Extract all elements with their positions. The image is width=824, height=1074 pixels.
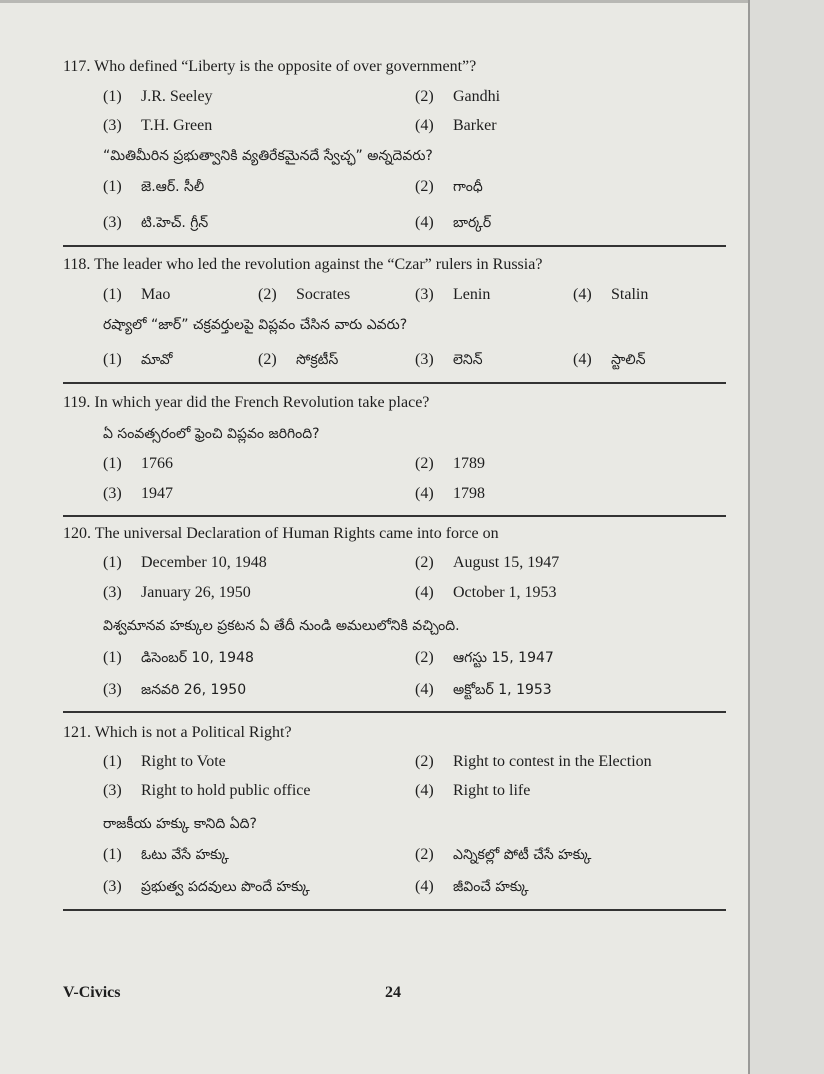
option: (2) గాంధీ	[415, 178, 483, 195]
option: (4) October 1, 1953	[415, 584, 557, 601]
option: (1) డిసెంబర్ 10, 1948	[103, 649, 254, 666]
question-119: 119. In which year did the French Revolution take place?	[63, 394, 430, 411]
question-118: 118. The leader who led the revolution against the “Czar” rulers in Russia?	[63, 256, 543, 273]
divider	[63, 909, 726, 911]
option: (1) J.R. Seeley	[103, 88, 213, 105]
question-117-telugu: “మితిమీరిన ప్రభుత్వానికి వ్యతిరేకమైనదే స్వేచ్ఛ” అన్నదెవరు?	[103, 148, 433, 164]
option: (2) Right to contest in the Election	[415, 753, 652, 770]
question-120-telugu: విశ్వమానవ హక్కుల ప్రకటన ఏ తేదీ నుండి అమలులోనికి వచ్చింది.	[103, 618, 460, 634]
divider	[63, 245, 726, 247]
option: (1) ఓటు వేసే హక్కు	[103, 846, 229, 863]
question-120: 120. The universal Declaration of Human Rights came into force on	[63, 525, 499, 542]
question-119-telugu: ఏ సంవత్సరంలో ఫ్రెంచి విప్లవం జరిగింది?	[103, 426, 320, 442]
option: (2) ఎన్నికల్లో పోటీ చేసే హక్కు	[415, 846, 592, 863]
footer-subject: V-Civics	[63, 984, 121, 1001]
option: (3) Right to hold public office	[103, 782, 311, 799]
option: (3) ప్రభుత్వ పదవులు పొందే హక్కు	[103, 878, 310, 895]
option: (1) మావో	[103, 351, 173, 368]
option: (3) Lenin	[415, 286, 491, 303]
option: (4) 1798	[415, 485, 485, 502]
page-edge-line	[748, 0, 750, 1074]
option: (1) Right to Vote	[103, 753, 226, 770]
option: (3) టి.హెచ్. గ్రీన్	[103, 214, 209, 231]
page-number: 24	[385, 984, 401, 1001]
option: (4) Right to life	[415, 782, 531, 799]
option: (2) Socrates	[258, 286, 351, 303]
option: (1) 1766	[103, 455, 173, 472]
divider	[63, 382, 726, 384]
option: (1) December 10, 1948	[103, 554, 267, 571]
divider	[63, 711, 726, 713]
option: (4) Barker	[415, 117, 497, 134]
option: (2) August 15, 1947	[415, 554, 560, 571]
divider	[63, 515, 726, 517]
option: (3) T.H. Green	[103, 117, 213, 134]
option: (3) January 26, 1950	[103, 584, 251, 601]
question-118-telugu: రష్యాలో “జార్” చక్రవర్తులపై విప్లవం చేసిన వారు ఎవరు?	[103, 317, 408, 333]
option: (4) బార్కర్	[415, 214, 492, 231]
question-121-telugu: రాజకీయ హక్కు కానిది ఏది?	[103, 816, 257, 832]
question-117: 117. Who defined “Liberty is the opposite of over government”?	[63, 58, 477, 75]
option: (2) సోక్రటీస్	[258, 351, 339, 368]
option: (4) జీవించే హక్కు	[415, 878, 529, 895]
option: (4) స్టాలిన్	[573, 351, 646, 368]
option: (2) 1789	[415, 455, 485, 472]
option: (4) Stalin	[573, 286, 649, 303]
question-121: 121. Which is not a Political Right?	[63, 724, 292, 741]
option: (1) జె.ఆర్. సీలీ	[103, 178, 205, 195]
option: (2) ఆగస్టు 15, 1947	[415, 649, 554, 666]
option: (3) జనవరి 26, 1950	[103, 681, 247, 698]
option: (4) అక్టోబర్ 1, 1953	[415, 681, 552, 698]
option: (1) Mao	[103, 286, 171, 303]
scan-top-edge	[0, 0, 748, 3]
option: (3) లెనిన్	[415, 351, 483, 368]
option: (3) 1947	[103, 485, 173, 502]
page-margin	[750, 0, 824, 1074]
option: (2) Gandhi	[415, 88, 501, 105]
